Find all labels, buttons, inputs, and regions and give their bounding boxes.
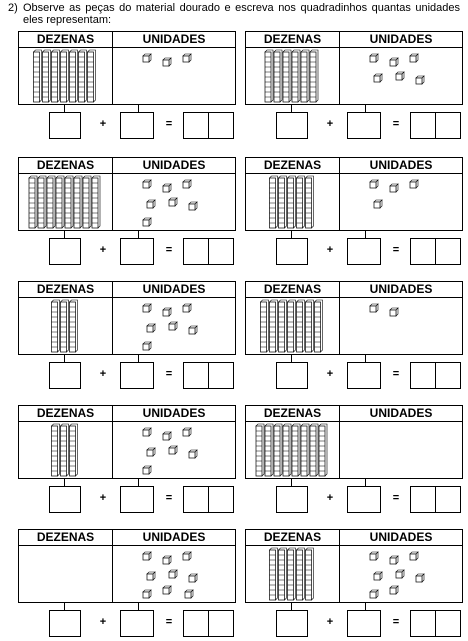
tens-answer-box[interactable] <box>49 238 81 265</box>
result-tens-box[interactable] <box>183 362 209 389</box>
result-units-box[interactable] <box>435 112 461 139</box>
plus-sign: + <box>326 368 334 380</box>
equals-sign: = <box>392 616 400 628</box>
ten-rod-icon <box>274 424 282 476</box>
tens-connector <box>291 602 292 610</box>
units-header: UNIDADES <box>142 282 206 296</box>
unit-cube-icon <box>370 304 378 312</box>
tens-header: DEZENAS <box>263 32 322 46</box>
exercise-4 <box>245 157 463 269</box>
tens-connector <box>291 230 292 238</box>
ten-rod-icon <box>61 50 69 102</box>
ten-rod-icon <box>297 176 305 228</box>
tens-header: DEZENAS <box>263 530 322 544</box>
ten-rod-icon <box>52 300 60 352</box>
ten-rod-icon <box>292 424 300 476</box>
ten-rod-icon <box>306 548 314 600</box>
unit-cube-icon <box>410 552 418 560</box>
plus-sign: + <box>99 616 107 628</box>
equals-sign: = <box>165 492 173 504</box>
result-tens-box[interactable] <box>410 610 436 637</box>
ten-rod-icon <box>61 424 69 476</box>
unit-cube-icon <box>410 54 418 62</box>
table-header <box>19 158 235 174</box>
result-tens-box[interactable] <box>183 610 209 637</box>
units-header: UNIDADES <box>369 282 433 296</box>
plus-sign: + <box>326 616 334 628</box>
units-header: UNIDADES <box>142 530 206 544</box>
units-connector <box>138 230 139 238</box>
equals-sign: = <box>392 244 400 256</box>
units-header: UNIDADES <box>142 32 206 46</box>
ten-rod-icon <box>306 176 314 228</box>
plus-sign: + <box>99 492 107 504</box>
unit-cube-icon <box>374 200 382 208</box>
material-table <box>18 31 236 105</box>
unit-cube-icon <box>189 450 197 458</box>
unit-cube-icon <box>169 446 177 454</box>
ten-rod-icon <box>34 50 42 102</box>
blocks-area <box>19 174 235 230</box>
blocks-area <box>246 298 462 354</box>
instruction-text: Observe as peças do material dourado e escreva nos quadradinhos quantas unidades eles representam: <box>23 2 460 26</box>
tens-header: DEZENAS <box>36 406 95 420</box>
unit-cube-icon <box>143 590 151 598</box>
blocks-drawing <box>246 48 462 104</box>
unit-cube-icon <box>183 304 191 312</box>
unit-cube-icon <box>143 54 151 62</box>
units-header: UNIDADES <box>369 406 433 420</box>
tens-answer-box[interactable] <box>276 610 308 637</box>
result-tens-box[interactable] <box>183 238 209 265</box>
unit-cube-icon <box>370 590 378 598</box>
unit-cube-icon <box>169 570 177 578</box>
ten-rod-icon <box>29 176 37 228</box>
unit-cube-icon <box>143 466 151 474</box>
result-units-box[interactable] <box>435 362 461 389</box>
blocks-area <box>246 174 462 230</box>
blocks-area <box>246 48 462 104</box>
ten-rod-icon <box>310 424 318 476</box>
units-header: UNIDADES <box>369 530 433 544</box>
blocks-drawing <box>246 174 462 230</box>
ten-rod-icon <box>301 50 309 102</box>
units-answer-box[interactable] <box>120 112 154 139</box>
blocks-drawing <box>19 298 235 354</box>
material-table <box>245 281 463 355</box>
unit-cube-icon <box>163 432 171 440</box>
tens-connector <box>64 230 65 238</box>
unit-cube-icon <box>189 202 197 210</box>
ten-rod-icon <box>70 300 78 352</box>
result-tens-box[interactable] <box>183 112 209 139</box>
exercise-2 <box>245 31 463 143</box>
ten-rod-icon <box>92 176 100 228</box>
blocks-area <box>246 422 462 478</box>
result-units-box[interactable] <box>208 486 234 513</box>
ten-rod-icon <box>270 176 278 228</box>
result-tens-box[interactable] <box>410 112 436 139</box>
tens-answer-box[interactable] <box>276 486 308 513</box>
blocks-area <box>19 298 235 354</box>
ten-rod-icon <box>301 424 309 476</box>
ten-rod-icon <box>283 50 291 102</box>
units-header: UNIDADES <box>142 406 206 420</box>
tens-connector <box>291 478 292 486</box>
exercise-1 <box>18 31 236 143</box>
exercise-3 <box>18 157 236 269</box>
units-answer-box[interactable] <box>120 238 154 265</box>
equals-sign: = <box>165 244 173 256</box>
unit-cube-icon <box>163 586 171 594</box>
unit-cube-icon <box>143 304 151 312</box>
exercise-5 <box>18 281 236 393</box>
unit-cube-icon <box>416 574 424 582</box>
ten-rod-icon <box>274 50 282 102</box>
unit-cube-icon <box>390 308 398 316</box>
units-connector <box>138 478 139 486</box>
table-header <box>19 32 235 48</box>
result-units-box[interactable] <box>435 486 461 513</box>
unit-cube-icon <box>147 448 155 456</box>
result-tens-box[interactable] <box>183 486 209 513</box>
unit-cube-icon <box>147 572 155 580</box>
table-header <box>246 530 462 546</box>
question-number: 2) <box>8 2 18 14</box>
unit-cube-icon <box>370 54 378 62</box>
ten-rod-icon <box>319 424 327 476</box>
tens-connector <box>291 354 292 362</box>
blocks-area <box>19 48 235 104</box>
unit-cube-icon <box>143 342 151 350</box>
blocks-area <box>19 422 235 478</box>
table-header <box>246 32 462 48</box>
ten-rod-icon <box>297 548 305 600</box>
unit-cube-icon <box>189 574 197 582</box>
units-connector <box>138 602 139 610</box>
blocks-drawing <box>246 298 462 354</box>
tens-connector <box>64 104 65 112</box>
unit-cube-icon <box>396 570 404 578</box>
units-connector <box>138 354 139 362</box>
units-header: UNIDADES <box>369 158 433 172</box>
ten-rod-icon <box>74 176 82 228</box>
blocks-drawing <box>19 174 235 230</box>
table-header <box>19 406 235 422</box>
unit-cube-icon <box>410 180 418 188</box>
ten-rod-icon <box>52 50 60 102</box>
equals-sign: = <box>165 616 173 628</box>
plus-sign: + <box>99 368 107 380</box>
units-answer-box[interactable] <box>347 610 381 637</box>
material-table <box>18 405 236 479</box>
unit-cube-icon <box>416 76 424 84</box>
ten-rod-icon <box>310 50 318 102</box>
ten-rod-icon <box>270 300 278 352</box>
exercise-10 <box>245 529 463 641</box>
table-header <box>246 158 462 174</box>
ten-rod-icon <box>283 424 291 476</box>
unit-cube-icon <box>147 200 155 208</box>
plus-sign: + <box>326 492 334 504</box>
plus-sign: + <box>99 244 107 256</box>
ten-rod-icon <box>43 50 51 102</box>
table-header <box>19 282 235 298</box>
units-connector <box>138 104 139 112</box>
material-table <box>18 529 236 603</box>
equals-sign: = <box>165 118 173 130</box>
exercise-7 <box>18 405 236 517</box>
tens-header: DEZENAS <box>36 282 95 296</box>
tens-connector <box>64 602 65 610</box>
ten-rod-icon <box>292 50 300 102</box>
ten-rod-icon <box>279 300 287 352</box>
material-table <box>245 157 463 231</box>
units-header: UNIDADES <box>369 32 433 46</box>
ten-rod-icon <box>279 548 287 600</box>
equals-sign: = <box>392 118 400 130</box>
ten-rod-icon <box>70 50 78 102</box>
tens-connector <box>64 354 65 362</box>
units-answer-box[interactable] <box>347 362 381 389</box>
units-answer-box[interactable] <box>347 486 381 513</box>
ten-rod-icon <box>38 176 46 228</box>
unit-cube-icon <box>374 74 382 82</box>
units-connector <box>365 230 366 238</box>
ten-rod-icon <box>297 300 305 352</box>
unit-cube-icon <box>390 556 398 564</box>
result-units-box[interactable] <box>208 112 234 139</box>
tens-connector <box>64 478 65 486</box>
units-answer-box[interactable] <box>347 112 381 139</box>
units-connector <box>365 602 366 610</box>
tens-answer-box[interactable] <box>49 362 81 389</box>
material-table <box>245 405 463 479</box>
table-header <box>246 406 462 422</box>
exercise-8 <box>245 405 463 517</box>
unit-cube-icon <box>183 552 191 560</box>
unit-cube-icon <box>183 54 191 62</box>
unit-cube-icon <box>185 590 193 598</box>
units-connector <box>365 104 366 112</box>
units-answer-box[interactable] <box>347 238 381 265</box>
ten-rod-icon <box>47 176 55 228</box>
table-header <box>246 282 462 298</box>
unit-cube-icon <box>370 180 378 188</box>
ten-rod-icon <box>256 424 264 476</box>
result-units-box[interactable] <box>208 238 234 265</box>
units-connector <box>365 478 366 486</box>
units-answer-box[interactable] <box>120 610 154 637</box>
result-tens-box[interactable] <box>410 362 436 389</box>
tens-answer-box[interactable] <box>49 112 81 139</box>
blocks-area <box>19 546 235 602</box>
tens-header: DEZENAS <box>36 32 95 46</box>
unit-cube-icon <box>183 180 191 188</box>
unit-cube-icon <box>143 218 151 226</box>
unit-cube-icon <box>163 184 171 192</box>
unit-cube-icon <box>189 326 197 334</box>
material-table <box>245 529 463 603</box>
material-table <box>18 157 236 231</box>
tens-header: DEZENAS <box>36 158 95 172</box>
ten-rod-icon <box>79 50 87 102</box>
plus-sign: + <box>326 118 334 130</box>
tens-header: DEZENAS <box>263 406 322 420</box>
unit-cube-icon <box>169 322 177 330</box>
ten-rod-icon <box>288 300 296 352</box>
material-table <box>245 31 463 105</box>
ten-rod-icon <box>279 176 287 228</box>
unit-cube-icon <box>370 552 378 560</box>
ten-rod-icon <box>288 176 296 228</box>
table-header <box>19 530 235 546</box>
tens-header: DEZENAS <box>263 158 322 172</box>
ten-rod-icon <box>288 548 296 600</box>
tens-connector <box>291 104 292 112</box>
unit-cube-icon <box>163 556 171 564</box>
result-units-box[interactable] <box>435 238 461 265</box>
result-units-box[interactable] <box>208 362 234 389</box>
blocks-area <box>246 546 462 602</box>
tens-answer-box[interactable] <box>49 486 81 513</box>
exercise-9 <box>18 529 236 641</box>
unit-cube-icon <box>390 184 398 192</box>
unit-cube-icon <box>143 428 151 436</box>
blocks-drawing <box>246 422 462 478</box>
unit-cube-icon <box>143 180 151 188</box>
units-header: UNIDADES <box>142 158 206 172</box>
ten-rod-icon <box>70 424 78 476</box>
blocks-drawing <box>19 546 235 602</box>
ten-rod-icon <box>270 548 278 600</box>
unit-cube-icon <box>396 72 404 80</box>
blocks-drawing <box>19 48 235 104</box>
material-table <box>18 281 236 355</box>
ten-rod-icon <box>52 424 60 476</box>
tens-header: DEZENAS <box>263 282 322 296</box>
blocks-drawing <box>246 546 462 602</box>
ten-rod-icon <box>306 300 314 352</box>
units-answer-box[interactable] <box>120 362 154 389</box>
unit-cube-icon <box>390 58 398 66</box>
result-tens-box[interactable] <box>410 486 436 513</box>
ten-rod-icon <box>265 424 273 476</box>
unit-cube-icon <box>374 572 382 580</box>
ten-rod-icon <box>61 300 69 352</box>
tens-answer-box[interactable] <box>276 362 308 389</box>
tens-answer-box[interactable] <box>276 238 308 265</box>
tens-answer-box[interactable] <box>276 112 308 139</box>
tens-header: DEZENAS <box>36 530 95 544</box>
plus-sign: + <box>326 244 334 256</box>
ten-rod-icon <box>261 300 269 352</box>
tens-answer-box[interactable] <box>49 610 81 637</box>
equals-sign: = <box>165 368 173 380</box>
unit-cube-icon <box>163 308 171 316</box>
units-answer-box[interactable] <box>120 486 154 513</box>
ten-rod-icon <box>315 300 323 352</box>
result-units-box[interactable] <box>435 610 461 637</box>
unit-cube-icon <box>183 428 191 436</box>
equals-sign: = <box>392 492 400 504</box>
ten-rod-icon <box>56 176 64 228</box>
ten-rod-icon <box>88 50 96 102</box>
ten-rod-icon <box>65 176 73 228</box>
ten-rod-icon <box>265 50 273 102</box>
result-tens-box[interactable] <box>410 238 436 265</box>
result-units-box[interactable] <box>208 610 234 637</box>
exercise-6 <box>245 281 463 393</box>
unit-cube-icon <box>143 552 151 560</box>
unit-cube-icon <box>169 198 177 206</box>
unit-cube-icon <box>163 58 171 66</box>
equals-sign: = <box>392 368 400 380</box>
units-connector <box>365 354 366 362</box>
ten-rod-icon <box>83 176 91 228</box>
unit-cube-icon <box>390 586 398 594</box>
blocks-drawing <box>19 422 235 478</box>
unit-cube-icon <box>147 324 155 332</box>
plus-sign: + <box>99 118 107 130</box>
